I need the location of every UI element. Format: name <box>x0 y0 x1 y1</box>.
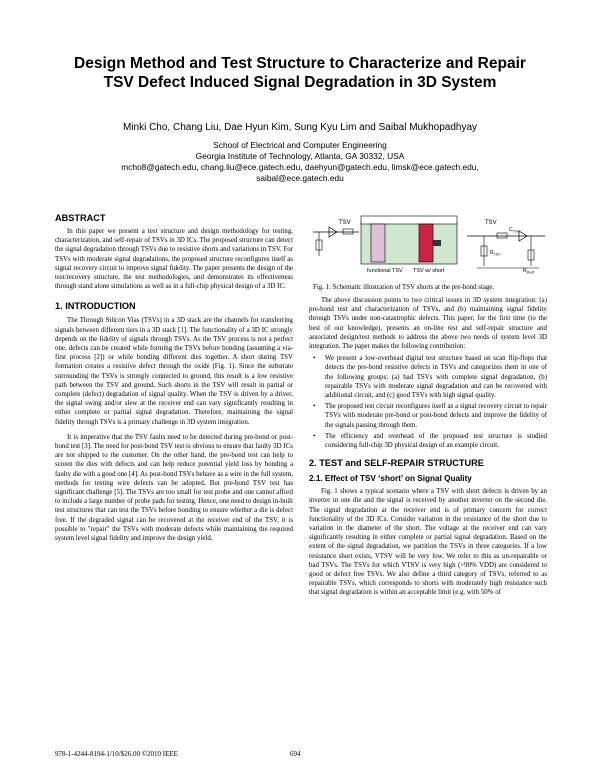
tsv-schematic <box>309 212 549 278</box>
intro-paragraph-2: It is imperative that the TSV faults need to be detected during pre-bond or post-bond test [3]. The need for post-bond TSV test is obvious to ensure that faulty 3D ICs are not shipped to the customer. On the other hand, the pre-bond test can help to screen the dies with defects and can help reduce potential yield loss by bonding a faulty die with a good one [4]. As post-bond TSVs behave as a wire in the full system, methods for testing wire defects can be adopted. But pre-bond TSV test has significant challenge [5]. The TSVs are too small for test probe and one cannot afford to include a large number of probe pads for testing. Hence, one need to design in-built test structures that can test the TSVs before bonding to ensure whether a die is defect free. If the degraded signal can be recovered at the receiver end of the TSV, it is possible to "repair" the TSVs with moderate defects while maintaining the required system level signal fidelity and improve the design yield. <box>55 433 293 543</box>
right-column <box>309 296 547 598</box>
tsv-pillar-short <box>419 224 433 262</box>
left-column <box>55 212 293 543</box>
label-r-tsv: $R_{TSV}$ <box>490 250 501 257</box>
affiliation-institute: Georgia Institute of Technology, Atlanta, GA 30332, USA <box>195 151 405 161</box>
label-r-short: $R_{short}$ <box>523 268 535 275</box>
label-c-tsv: $C_{TSV}$ <box>509 227 520 234</box>
page-number: 694 <box>290 750 301 758</box>
paper-title: Design Method and Test Structure to Characterize and Repair TSV Defect Induced Signal Degradation in 3D System <box>74 55 526 91</box>
intro-heading: 1. INTRODUCTION <box>55 301 136 312</box>
emails-line-1: mcho8@gatech.edu, chang.liu@ece.gatech.edu, daehyun@gatech.edu, limsk@ece.gatech.edu, <box>121 162 479 172</box>
abstract-text: In this paper we present a test structure and design methodology for testing, characterization, and self-repair of TSVs in 3D ICs. The proposed structure can detect the signal degradation through TSVs due to resistive shorts and variations in TSV. For TSVs with moderate signal degradations, the proposed structure reconfigures itself as signal recovery circuit to improve signal fidelity. The paper presents the design of the test/recovery structure, the test methodologies, and demonstrates its effectiveness through stand alone simulations as well as in a full-chip physical design of a 3D IC. <box>55 228 293 291</box>
abstract-heading: ABSTRACT <box>55 213 106 223</box>
contribution-list <box>309 354 547 450</box>
authors: Minki Cho, Chang Liu, Dae Hyun Kim, Sung Kyu Lim and Saibal Mukhopadhyay <box>122 122 478 133</box>
tsv-pillar-functional <box>371 224 385 262</box>
figure-1-caption: Fig. 1: Schematic illustration of TSV shorts at the pre-bond stage. <box>313 284 495 291</box>
short-defect <box>433 240 441 246</box>
emails-line-2: saibal@ece.gatech.edu <box>256 173 344 183</box>
right-paragraph-2: Fig. 1 shows a typical scenario where a TSV with short defects is driven by an inverter in one die and the signal is received by another inverter on the second die. The signal degradation at the receiver end is of primary concern for correct functionality of the 3D ICs. Consider variation in the resistance of the short due to variation in the diameter of the short. The voltage at the receiver end can vary significantly resulting in either complete or partial signal degradation. Based on the extent of the signal degradation, we partition the TSVs in three categories. If a low resistance short exists, VTSV will be very low. We refer to this as un-repairable or bad TSVs. The TSVs for which VTSV is very high (>90% VDD) are considered to good or defect free TSVs. We also define a third category of TSVs, referred to as repairable TSVs, which corresponds to shorts with moderately high resistance such that signal degradation is within an acceptable limit (e.g. with 50% of <box>309 488 547 597</box>
right-paragraph-1: The above discussion points to two critical issues in 3D system integration: (a) pre-bond test and characterization of TSVs, and (b) maintaining signal fidelity through TSVs under non-catastrophic defects. This paper, for the first time (to the best of our knowledge), presents an on-line test and self-repair structure and associated design/test methods to address the above two needs of system level 3D integration. The paper makes the following contribution: <box>309 297 547 351</box>
affiliation <box>60 140 540 184</box>
footer-copyright: 978-1-4244-8194-1/10/$26.00 ©2010 IEEE <box>55 750 178 758</box>
list-item: • The efficiency and overhead of the proposed test structure is studied considering full-chip 3D physical design of an example circuit. <box>325 432 547 450</box>
list-item: • The proposed test circuit reconfigures itself as a signal recovery circuit to repair TSVs with moderate pre-bond or post-bond defects and improve the fidelity of the signals passing through them. <box>325 402 547 430</box>
label-functional-tsv: functional TSV <box>367 268 403 274</box>
figure-1 <box>309 212 549 292</box>
label-tsv-left: TSV <box>339 220 351 226</box>
label-tsv-right: TSV <box>485 220 497 226</box>
label-tsv-short: TSV w/ short <box>413 268 445 274</box>
die-top-layer <box>361 216 457 224</box>
section-2-heading: 2. TEST and SELF-REPAIR STRUCTURE <box>309 458 484 469</box>
intro-paragraph-1: The Through Silicon Vias (TSVs) in a 3D stack are the channels for transferring signals between different tiers in a 3D stack [1]. The functionality of a 3D IC strongly depends on the fidelity of signals through TSVs. As the TSV process is not a perfect one, defects can be created while forming the TSVs before bonding (assuming a via-first process [2]) or while bonding different dies together. A short during TSV formation creates a resistive defect through the oxide (Fig. 1). Since the substrate surrounding the TSVs is strongly connected to ground, this result is a low resistive path between the TSV and ground. Such shorts in the TSV will result in partial or complete (defect) degradation of signal quality. When the TSV is driven by a driver, the signal swing and/or slew at the receiver end can vary significantly resulting in either complete or partial signal degradation. Therefore, maintaining the signal fidelity through TSVs is a primary challenge in 3D system integration. <box>55 317 293 426</box>
subsection-2-1-heading: 2.1. Effect of TSV ‘short’ on Signal Quality <box>309 474 472 484</box>
list-item: • We present a low-overhead digital test structure based on scan flip-flops that detects the pre-bond resistive defects in TSVs and categorizes them in one of the following groups: (a) bad TSVs with complete signal degradation, (b) repairable TSVs with moderate signal degradation and can be recovered with additional circuit, and (c) good TSVs with high signal quality. <box>325 354 547 400</box>
affiliation-school: School of Electrical and Computer Engineering <box>213 140 387 150</box>
